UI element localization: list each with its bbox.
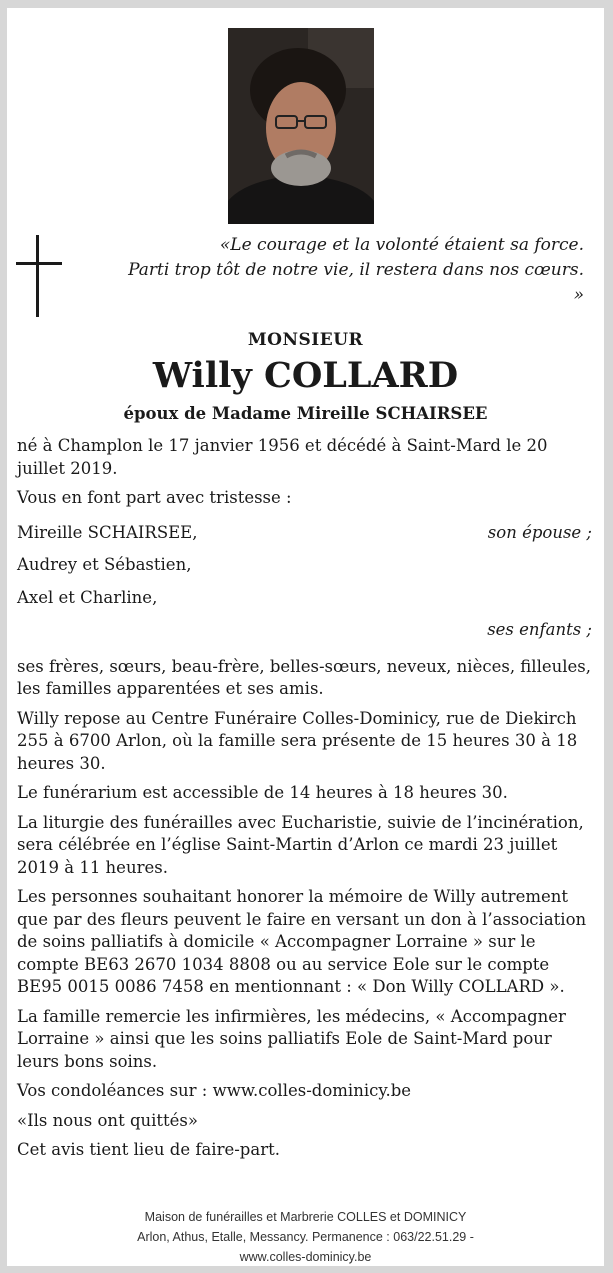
obituary-card bbox=[7, 8, 604, 1266]
quote-line: » bbox=[573, 285, 584, 305]
epitaph-text: «Ils nous ont quittés» bbox=[17, 1110, 198, 1130]
family-row bbox=[17, 554, 592, 577]
portrait-photo bbox=[228, 28, 374, 224]
family-name: Axel et Charline, bbox=[17, 587, 158, 607]
relatives-text: ses frères, sœurs, beau-frère, belles-sœurs, neveux, nièces, filleules, les familles apparentées et ses amis. bbox=[17, 656, 592, 698]
honorific: MONSIEUR bbox=[247, 330, 364, 350]
funeral-home-footer bbox=[7, 1207, 604, 1267]
cross-icon bbox=[16, 235, 62, 317]
thanks-text: La famille remercie les infirmières, les médecins, « Accompagner Lorraine » ainsi que les soins palliatifs Eole de Saint-Mard pour leurs bons soins. bbox=[17, 1006, 566, 1071]
donation-text: Les personnes souhaitant honorer la mémoire de Willy autrement que par des fleurs peuvent le faire en versant un don à l’association de soins palliatifs à domicile « Accompagner Lorraine » sur le compte BE63 2670 1034 8808 ou au service Eole sur le compte BE95 0015 0086 7458 en mentionnant : « Don Willy COLLARD ». bbox=[17, 887, 587, 996]
family-name: Mireille SCHAIRSEE, bbox=[17, 522, 198, 542]
family-row bbox=[17, 587, 592, 610]
memorial-quote bbox=[107, 233, 584, 308]
spouse-line: époux de Madame Mireille SCHAIRSEE bbox=[123, 404, 488, 423]
children-role: ses enfants ; bbox=[487, 620, 592, 639]
footer-line: Maison de funérailles et Marbrerie COLLES et DOMINICY bbox=[144, 1210, 467, 1224]
portrait-image bbox=[228, 28, 374, 224]
quote-line: «Le courage et la volonté étaient sa force. bbox=[219, 235, 584, 255]
funerarium-text: Le funérarium est accessible de 14 heures à 18 heures 30. bbox=[17, 783, 508, 802]
obituary-body bbox=[17, 435, 592, 1169]
footer-line: Arlon, Athus, Etalle, Messancy. Permanence : 063/22.51.29 - bbox=[137, 1230, 474, 1244]
birth-death-text: né à Champlon le 17 janvier 1956 et décédé à Saint-Mard le 20 juillet 2019. bbox=[17, 436, 548, 478]
family-role: son épouse ; bbox=[487, 522, 592, 542]
liturgy-text: La liturgie des funérailles avec Eucharistie, suivie de l’incinération, sera célébrée en l’église Saint-Martin d’Arlon ce mardi 23 juillet 2019 à 11 heures. bbox=[17, 812, 584, 877]
condolences-text: Vos condoléances sur : www.colles-dominicy.be bbox=[17, 1081, 412, 1100]
family-name: Audrey et Sébastien, bbox=[17, 555, 192, 574]
repose-text: Willy repose au Centre Funéraire Colles-Dominicy, rue de Diekirch 255 à 6700 Arlon, où la famille sera présente de 15 heures 30 à 18 heures 30. bbox=[17, 708, 578, 773]
quote-line: Parti trop tôt de notre vie, il restera dans nos cœurs. bbox=[128, 260, 584, 280]
footer-website: www.colles-dominicy.be bbox=[239, 1250, 372, 1264]
deceased-name: Willy COLLARD bbox=[152, 355, 459, 396]
intro-text: Vous en font part avec tristesse : bbox=[17, 488, 292, 507]
family-row bbox=[17, 522, 592, 545]
closing-text: Cet avis tient lieu de faire-part. bbox=[17, 1140, 280, 1159]
